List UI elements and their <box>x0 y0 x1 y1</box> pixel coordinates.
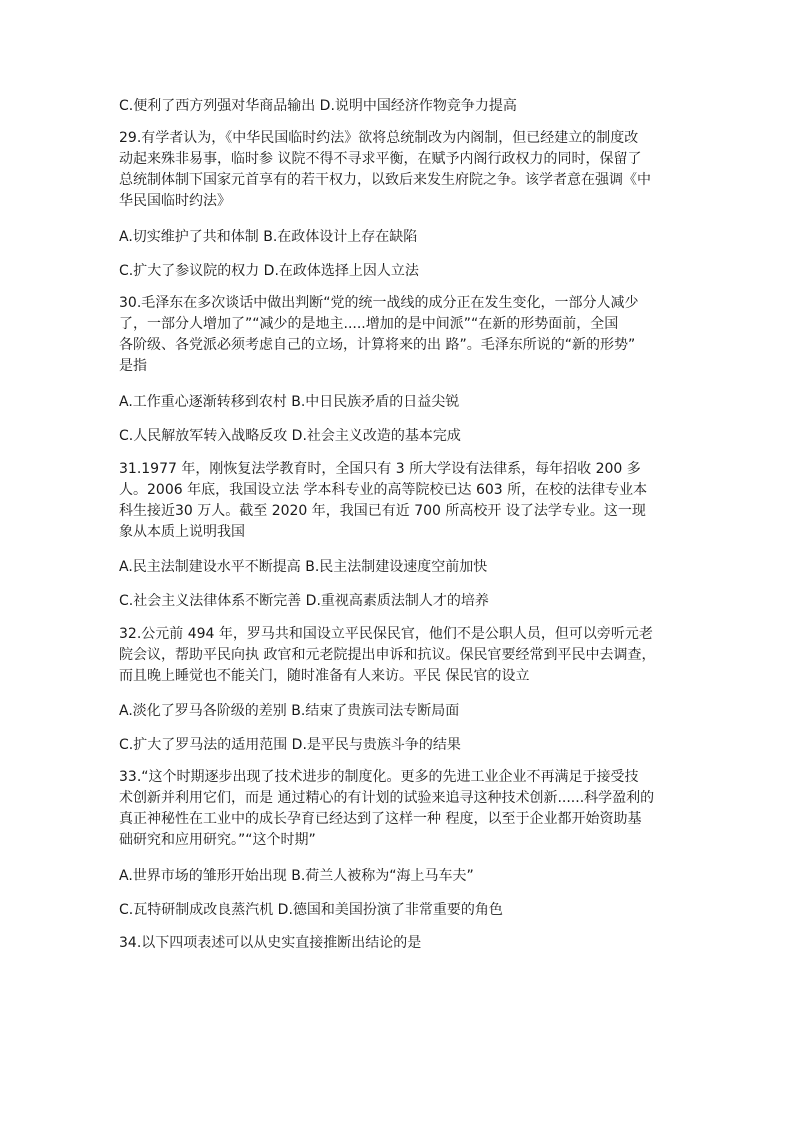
q30-stem <box>119 293 679 377</box>
stem-line: 33.“这个时期逐步出现了技术进步的制度化。更多的先进工业企业不再满足于接受技 <box>119 769 639 785</box>
stem-line: 术创新并利用它们，而是 通过精心的有计划的试验来追寻这种技术创新......科学盈利的 <box>119 790 655 806</box>
q33-stem <box>119 767 679 851</box>
stem-line: 真正神秘性在工业中的成长孕育已经达到了这样一种 程度，以至于企业都开始资助基 <box>119 811 642 827</box>
q32-options-cd: C.扩大了罗马法的适用范围 D.是平民与贵族斗争的结果 <box>119 737 461 753</box>
stem-line: 30.毛泽东在多次谈话中做出判断“党的统一战线的成分正在发生变化，一部分人减少 <box>119 295 639 311</box>
stem-line: 础研究和应用研究。”“这个时期” <box>119 832 316 848</box>
stem-line: 各阶级、各党派必须考虑自己的立场，计算将来的出 路”。毛泽东所说的“新的形势” <box>119 337 636 353</box>
stem-line: 总统制体制下国家元首享有的若干权力，以致后来发生府院之争。该学者意在强调《中 <box>119 172 651 188</box>
stem-line: 动起来殊非易事，临时参 议院不得不寻求平衡，在赋予内阁行政权力的同时，保留了 <box>119 151 642 167</box>
q31-options-cd: C.社会主义法律体系不断完善 D.重视高素质法制人才的培养 <box>119 593 489 609</box>
q31-stem <box>119 459 679 543</box>
stem-line: 象从本质上说明我国 <box>119 524 245 540</box>
q32-stem <box>119 624 679 687</box>
stem-line: 院会议，帮助平民向执 政官和元老院提出申诉和抗议。保民官要经常到平民中去调查， <box>119 647 656 663</box>
q28-options-cd: C.便利了西方列强对华商品输出 D.说明中国经济作物竞争力提高 <box>119 98 517 114</box>
q34-stem: 34.以下四项表述可以从史实直接推断出结论的是 <box>119 935 422 951</box>
stem-line: 科生接近30 万人。截至 2020 年，我国已有近 700 所高校开 设了法学专业。这一现 <box>119 503 646 519</box>
stem-line: 而且晚上睡觉也不能关门，随时准备有人来访。平民 保民官的设立 <box>119 668 530 684</box>
stem-line: 是指 <box>119 358 147 374</box>
stem-line: 29.有学者认为，《中华民国临时约法》欲将总统制改为内阁制，但已经建立的制度改 <box>119 130 639 146</box>
q29-stem <box>119 128 679 212</box>
stem-line: 华民国临时约法》 <box>119 193 231 209</box>
q29-options-ab: A.切实维护了共和体制 B.在政体设计上存在缺陷 <box>119 229 418 245</box>
stem-line: 人。2006 年底，我国设立法 学本科专业的高等院校已达 603 所，在校的法律专业本 <box>119 482 648 498</box>
q30-options-cd: C.人民解放军转入战略反攻 D.社会主义改造的基本完成 <box>119 428 461 444</box>
q33-options-cd: C.瓦特研制成改良蒸汽机 D.德国和美国扮演了非常重要的角色 <box>119 902 503 918</box>
stem-line: 31.1977 年，刚恢复法学教育时，全国只有 3 所大学设有法律系，每年招收 200 多 <box>119 461 641 477</box>
stem-line: 了，一部分人增加了”“减少的是地主.....增加的是中间派”“在新的形势面前，全国 <box>119 316 619 332</box>
q32-options-ab: A.淡化了罗马各阶级的差别 B.结束了贵族司法专断局面 <box>119 703 460 719</box>
stem-line: 32.公元前 494 年，罗马共和国设立平民保民官，他们不是公职人员，但可以旁听元老 <box>119 626 653 642</box>
q31-options-ab: A.民主法制建设水平不断提高 B.民主法制建设速度空前加快 <box>119 559 488 575</box>
q29-options-cd: C.扩大了参议院的权力 D.在政体选择上因人立法 <box>119 263 419 279</box>
q30-options-ab: A.工作重心逐渐转移到农村 B.中日民族矛盾的日益尖锐 <box>119 394 460 410</box>
q33-options-ab: A.世界市场的雏形开始出现 B.荷兰人被称为“海上马车夫” <box>119 868 474 884</box>
